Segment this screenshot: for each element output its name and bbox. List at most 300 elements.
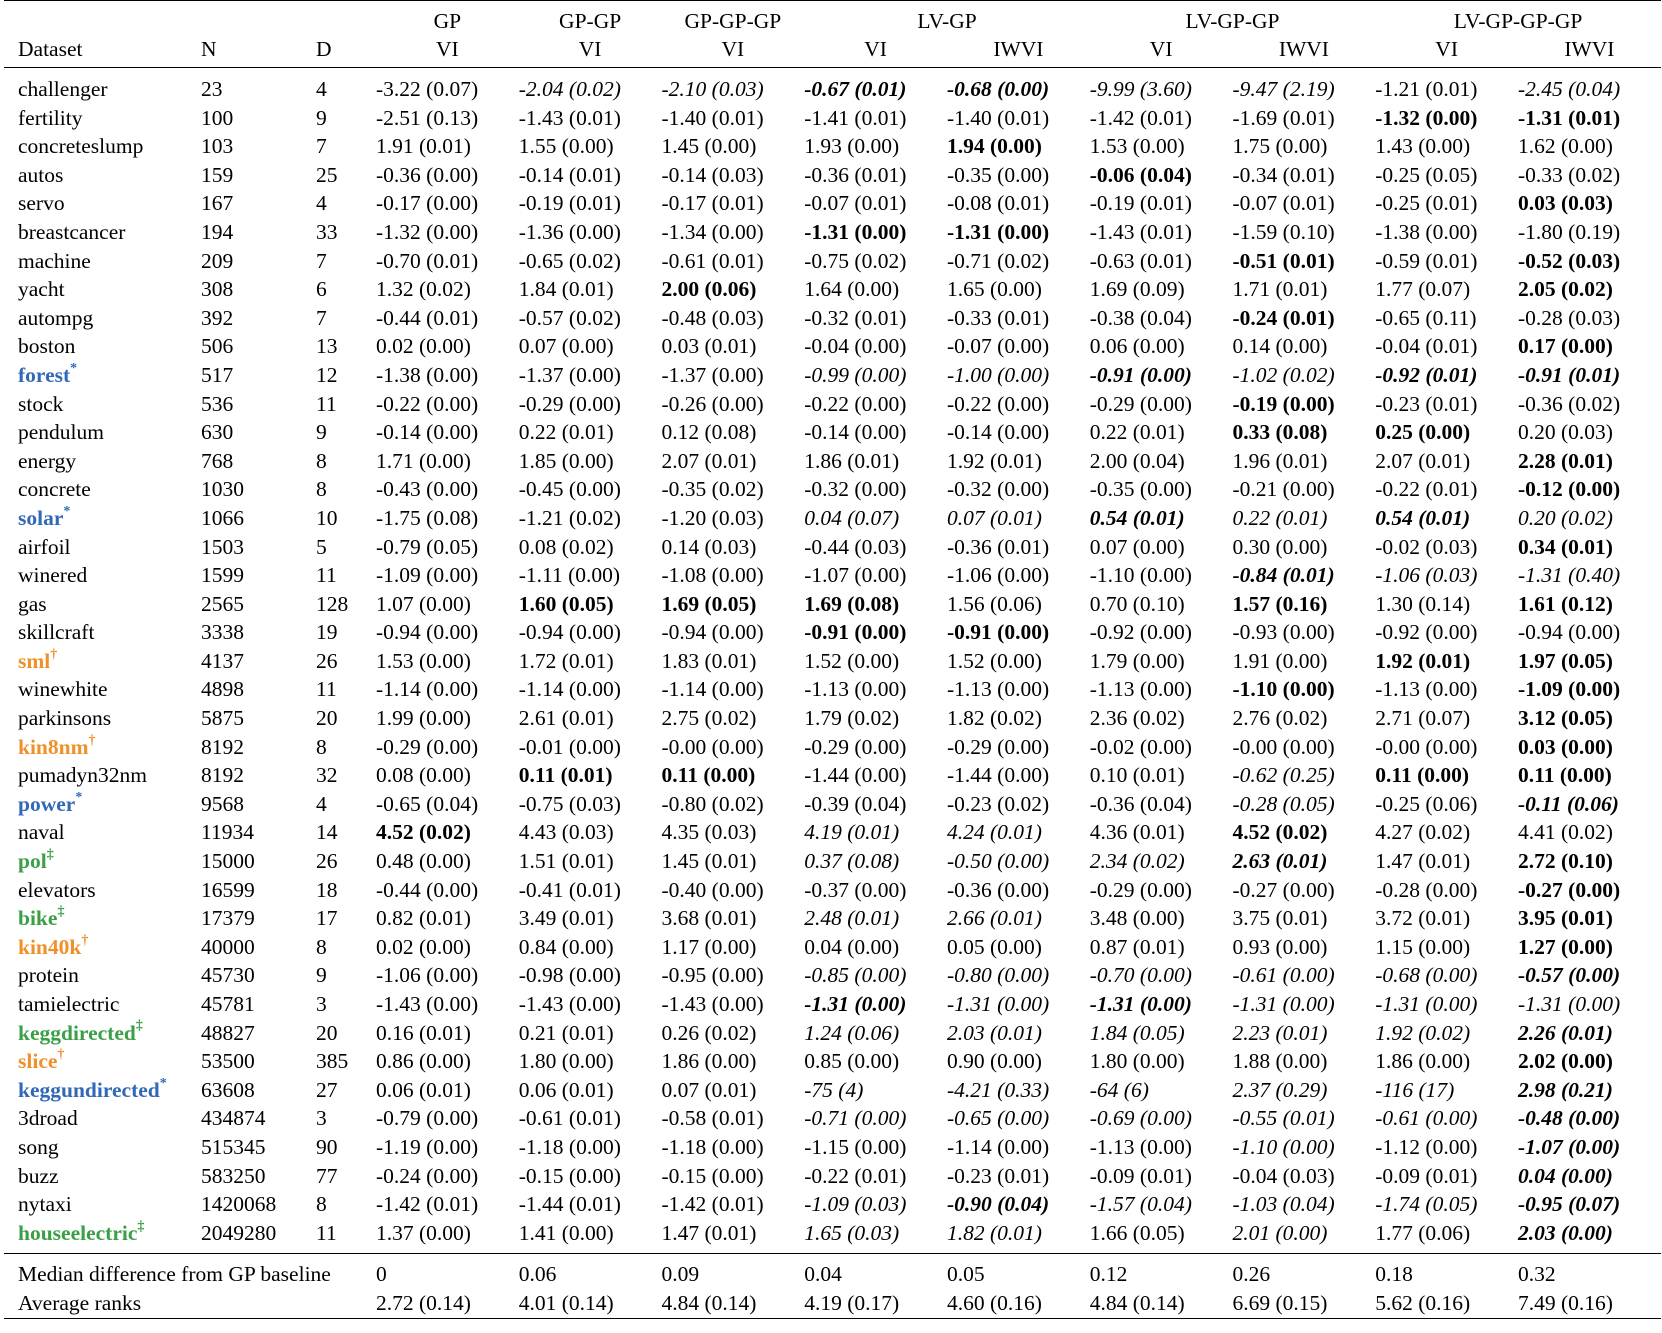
- value-cell: -0.15 (0.00): [661, 1163, 764, 1188]
- dataset-cell: [4, 761, 201, 790]
- value-cell: -1.31 (0.00): [947, 219, 1050, 244]
- value-cell: 0.07 (0.01): [661, 1077, 757, 1102]
- value-cell: -0.02 (0.00): [1089, 734, 1192, 759]
- value-cell: -0.25 (0.05): [1375, 162, 1478, 187]
- value-cell: 1.69 (0.05): [661, 591, 757, 616]
- value-cell: -0.08 (0.01): [947, 191, 1050, 216]
- value-cell: 0.10 (0.01): [1089, 763, 1185, 788]
- value-cell: 1.88 (0.00): [1232, 1049, 1328, 1074]
- value-cell: 0.16 (0.01): [376, 1020, 471, 1045]
- value-cell: -2.45 (0.04): [1518, 77, 1621, 101]
- value-cell: 4.27 (0.02): [1375, 820, 1471, 845]
- header-group-row: [4, 1, 1661, 36]
- table-row: [4, 218, 1661, 247]
- value-cell: -0.09 (0.01): [1089, 1163, 1192, 1188]
- value-cell: -1.43 (0.00): [518, 992, 621, 1016]
- value-cell: -1.41 (0.01): [804, 105, 907, 130]
- dataset-marker: ‡: [57, 904, 65, 920]
- value-cell: 0.02 (0.00): [376, 934, 471, 959]
- value-cell: -0.36 (0.04): [1089, 791, 1192, 816]
- header-group-gp-gp: GP-GP: [519, 1, 662, 36]
- value-cell: -1.03 (0.04): [1232, 1192, 1335, 1217]
- value-cell: 1.56 (0.06): [947, 591, 1042, 616]
- value-cell: 0.03 (0.03): [1518, 191, 1613, 216]
- value-cell: -0.22 (0.00): [947, 391, 1050, 416]
- value-cell: 4.36 (0.01): [1089, 820, 1185, 845]
- table-row: [4, 247, 1661, 276]
- d-cell: 11: [316, 1219, 376, 1254]
- header-group-gp-gp-gp: GP-GP-GP: [662, 1, 805, 36]
- value-cell: 2.36 (0.02): [1089, 706, 1185, 731]
- value-cell: -0.04 (0.01): [1375, 334, 1478, 359]
- value-cell: 0.20 (0.03): [1518, 420, 1613, 445]
- dataset-name: pumadyn32nm: [18, 763, 147, 788]
- value-cell: 1.86 (0.00): [1375, 1049, 1471, 1074]
- value-cell: -0.44 (0.01): [376, 305, 479, 330]
- value-cell: -0.19 (0.01): [518, 191, 621, 216]
- n-cell: 17379: [201, 906, 255, 931]
- dataset-name: slice: [18, 1049, 58, 1074]
- value-cell: 4.43 (0.03): [518, 820, 614, 845]
- value-cell: 0.22 (0.01): [1089, 420, 1185, 445]
- value-cell: -1.13 (0.00): [1089, 1134, 1192, 1159]
- value-cell: -0.92 (0.01): [1375, 362, 1478, 387]
- table-row: [4, 818, 1661, 847]
- dataset-name: yacht: [18, 277, 65, 302]
- value-cell: 4.41 (0.02): [1518, 820, 1613, 845]
- value-cell: -1.13 (0.00): [947, 677, 1050, 702]
- table-row: [4, 876, 1661, 905]
- value-cell: -0.28 (0.03): [1518, 305, 1621, 330]
- d-cell: 385: [316, 1049, 349, 1074]
- value-cell: -0.48 (0.03): [661, 305, 764, 330]
- value-cell: 3.12 (0.05): [1518, 706, 1613, 731]
- value-cell: -0.35 (0.00): [1089, 477, 1192, 502]
- value-cell: -0.28 (0.00): [1375, 877, 1478, 902]
- value-cell: -0.28 (0.05): [1232, 791, 1335, 816]
- results-table: [4, 0, 1661, 1319]
- d-cell: 5: [316, 534, 327, 559]
- d-cell: 4: [316, 791, 327, 816]
- summary-cell: 0.18: [1375, 1262, 1413, 1287]
- d-cell: 17: [316, 906, 338, 931]
- value-cell: -0.52 (0.03): [1518, 248, 1621, 273]
- dataset-cell: [4, 533, 201, 562]
- value-cell: -1.20 (0.03): [661, 505, 764, 530]
- value-cell: -0.75 (0.03): [518, 791, 621, 816]
- value-cell: -0.98 (0.00): [518, 963, 621, 988]
- value-cell: 1.71 (0.01): [1232, 277, 1328, 302]
- value-cell: -1.07 (0.00): [804, 563, 907, 588]
- column-header-lv-gp-gp-gp-vi: VI: [1375, 35, 1518, 68]
- value-cell: 1.71 (0.00): [376, 448, 471, 473]
- value-cell: 1.17 (0.00): [661, 934, 757, 959]
- header-group-blank: [4, 1, 376, 36]
- d-cell: 13: [316, 334, 338, 359]
- value-cell: -1.32 (0.00): [376, 219, 479, 244]
- value-cell: -1.44 (0.00): [804, 763, 907, 788]
- d-cell: 3: [316, 1106, 327, 1131]
- table-row: [4, 189, 1661, 218]
- value-cell: -0.71 (0.02): [947, 248, 1050, 273]
- value-cell: -0.79 (0.05): [376, 534, 479, 559]
- header-group-lv-gp-gp-gp: LV-GP-GP-GP: [1375, 1, 1661, 36]
- value-cell: -0.02 (0.03): [1375, 534, 1478, 559]
- n-cell: 45730: [201, 963, 255, 988]
- value-cell: -0.04 (0.00): [804, 334, 907, 359]
- value-cell: -0.14 (0.00): [947, 420, 1050, 445]
- value-cell: 1.65 (0.03): [804, 1219, 947, 1254]
- n-cell: 159: [201, 162, 234, 187]
- table-row: [4, 68, 1661, 104]
- dataset-cell: [4, 1133, 201, 1162]
- value-cell: 0.54 (0.01): [1375, 505, 1471, 530]
- value-cell: 4.52 (0.02): [1232, 820, 1328, 845]
- n-cell: 2565: [201, 591, 244, 616]
- value-cell: 2.72 (0.10): [1518, 849, 1613, 874]
- value-cell: -2.51 (0.13): [376, 105, 479, 130]
- table-row: [4, 561, 1661, 590]
- dataset-name: houseelectric: [18, 1220, 138, 1245]
- n-cell: 5875: [201, 706, 244, 731]
- dataset-cell: [4, 618, 201, 647]
- dataset-name: bike: [18, 906, 58, 931]
- dataset-name: skillcraft: [18, 620, 95, 645]
- value-cell: 0.08 (0.02): [518, 534, 614, 559]
- value-cell: -0.32 (0.00): [947, 477, 1050, 502]
- d-cell: 32: [316, 763, 338, 788]
- table-row: [4, 590, 1661, 619]
- value-cell: 1.86 (0.00): [661, 1049, 757, 1074]
- value-cell: -0.35 (0.00): [947, 162, 1050, 187]
- d-cell: 25: [316, 162, 338, 187]
- value-cell: 2.01 (0.00): [1233, 1219, 1376, 1254]
- n-cell: 1503: [201, 534, 244, 559]
- dataset-name: stock: [18, 391, 64, 416]
- value-cell: 0.04 (0.00): [1518, 1163, 1613, 1188]
- value-cell: -0.22 (0.00): [804, 391, 907, 416]
- value-cell: 1.15 (0.00): [1375, 934, 1471, 959]
- value-cell: -1.06 (0.00): [376, 963, 479, 988]
- value-cell: 1.82 (0.02): [947, 706, 1042, 731]
- dataset-name: winewhite: [18, 677, 108, 702]
- value-cell: 1.55 (0.00): [518, 134, 614, 159]
- value-cell: -0.91 (0.00): [947, 620, 1050, 645]
- value-cell: -0.94 (0.00): [376, 620, 479, 645]
- table-row: [4, 933, 1661, 962]
- dataset-cell: [4, 390, 201, 419]
- d-cell: 20: [316, 1020, 338, 1045]
- dataset-cell: [4, 218, 201, 247]
- d-cell: 8: [316, 477, 327, 502]
- value-cell: -0.40 (0.00): [661, 877, 764, 902]
- value-cell: -0.58 (0.01): [661, 1106, 764, 1131]
- value-cell: 0.05 (0.00): [947, 934, 1042, 959]
- value-cell: -0.71 (0.00): [804, 1106, 907, 1131]
- table-row: [4, 618, 1661, 647]
- value-cell: -1.15 (0.00): [804, 1134, 907, 1159]
- results-table-container: [4, 0, 1658, 1319]
- table-row: [4, 647, 1661, 676]
- value-cell: -0.70 (0.01): [376, 248, 479, 273]
- value-cell: 1.66 (0.05): [1090, 1219, 1233, 1254]
- value-cell: -1.11 (0.00): [518, 563, 621, 588]
- d-cell: 8: [316, 1192, 327, 1217]
- d-cell: 9: [316, 963, 327, 988]
- table-row: [4, 1219, 1661, 1254]
- value-cell: -0.07 (0.01): [804, 191, 907, 216]
- value-cell: 0.37 (0.08): [804, 849, 900, 874]
- value-cell: 2.48 (0.01): [804, 906, 900, 931]
- summary-cell: 2.72 (0.14): [376, 1289, 519, 1318]
- value-cell: -0.91 (0.01): [1518, 362, 1621, 387]
- dataset-name: boston: [18, 334, 76, 359]
- value-cell: 1.51 (0.01): [518, 849, 614, 874]
- summary-label: Median difference from GP baseline: [18, 1262, 331, 1287]
- value-cell: 0.04 (0.00): [804, 934, 900, 959]
- value-cell: 2.61 (0.01): [518, 706, 614, 731]
- value-cell: -4.21 (0.33): [947, 1077, 1050, 1102]
- value-cell: 2.37 (0.29): [1232, 1077, 1328, 1102]
- value-cell: -1.02 (0.02): [1232, 362, 1335, 387]
- value-cell: -3.22 (0.07): [376, 77, 479, 101]
- value-cell: -0.84 (0.01): [1232, 563, 1335, 588]
- value-cell: -0.06 (0.04): [1089, 162, 1192, 187]
- value-cell: 0.11 (0.01): [518, 763, 613, 788]
- dataset-cell: [4, 418, 201, 447]
- dataset-cell: [4, 1190, 201, 1219]
- value-cell: 1.69 (0.09): [1089, 277, 1185, 302]
- value-cell: 1.47 (0.01): [662, 1219, 805, 1254]
- value-cell: -0.27 (0.00): [1518, 877, 1621, 902]
- dataset-name: nytaxi: [18, 1192, 72, 1217]
- results-body: [4, 68, 1661, 1254]
- value-cell: -1.38 (0.00): [1375, 219, 1478, 244]
- value-cell: 1.32 (0.02): [376, 277, 471, 302]
- value-cell: 2.66 (0.01): [947, 906, 1042, 931]
- value-cell: -9.47 (2.19): [1232, 77, 1335, 101]
- value-cell: -1.31 (0.00): [804, 219, 907, 244]
- column-header-d: D: [316, 35, 376, 68]
- value-cell: 1.93 (0.00): [804, 134, 900, 159]
- summary-cell: 0.06: [518, 1262, 557, 1287]
- value-cell: -2.04 (0.02): [518, 77, 621, 101]
- dataset-cell: [4, 189, 201, 218]
- table-row: [4, 1104, 1661, 1133]
- value-cell: -0.79 (0.00): [376, 1106, 479, 1131]
- value-cell: 0.20 (0.02): [1518, 505, 1613, 530]
- n-cell: 630: [201, 420, 234, 445]
- value-cell: -0.57 (0.00): [1518, 963, 1621, 988]
- value-cell: 2.71 (0.07): [1375, 706, 1471, 731]
- value-cell: 0.03 (0.01): [661, 334, 757, 359]
- value-cell: 2.03 (0.00): [1518, 1219, 1661, 1254]
- value-cell: -1.00 (0.00): [947, 362, 1050, 387]
- value-cell: 2.76 (0.02): [1232, 706, 1328, 731]
- value-cell: -1.34 (0.00): [661, 219, 764, 244]
- header-group-lv-gp: LV-GP: [804, 1, 1090, 36]
- value-cell: -0.22 (0.00): [376, 391, 479, 416]
- summary-cell: 4.84 (0.14): [662, 1289, 805, 1318]
- n-cell: 768: [201, 448, 234, 473]
- dataset-marker: *: [159, 1075, 167, 1091]
- value-cell: -0.61 (0.01): [661, 248, 764, 273]
- table-row: [4, 161, 1661, 190]
- d-cell: 11: [316, 391, 337, 416]
- table-row: [4, 447, 1661, 476]
- value-cell: -0.23 (0.01): [1375, 391, 1478, 416]
- value-cell: 3.95 (0.01): [1518, 906, 1613, 931]
- dataset-cell: [4, 790, 201, 819]
- value-cell: -0.00 (0.00): [661, 734, 764, 759]
- value-cell: -0.33 (0.01): [947, 305, 1050, 330]
- dataset-marker: †: [50, 646, 58, 662]
- d-cell: 11: [316, 677, 337, 702]
- value-cell: -0.21 (0.00): [1232, 477, 1335, 502]
- table-row: [4, 390, 1661, 419]
- value-cell: -0.34 (0.01): [1232, 162, 1335, 187]
- d-cell: 6: [316, 277, 327, 302]
- column-header-n: N: [201, 35, 316, 68]
- value-cell: -0.29 (0.00): [1089, 391, 1192, 416]
- value-cell: -0.36 (0.01): [947, 534, 1050, 559]
- value-cell: 0.90 (0.00): [947, 1049, 1042, 1074]
- value-cell: -1.38 (0.00): [376, 362, 479, 387]
- value-cell: 0.30 (0.00): [1232, 534, 1328, 559]
- dataset-cell: [4, 733, 201, 762]
- dataset-cell: [4, 847, 201, 876]
- value-cell: 3.68 (0.01): [661, 906, 757, 931]
- dataset-cell: [4, 647, 201, 676]
- value-cell: 4.19 (0.01): [804, 820, 900, 845]
- table-row: [4, 675, 1661, 704]
- value-cell: -0.94 (0.00): [661, 620, 764, 645]
- value-cell: -1.74 (0.05): [1375, 1192, 1478, 1217]
- value-cell: 2.07 (0.01): [1375, 448, 1471, 473]
- dataset-name: song: [18, 1134, 59, 1159]
- value-cell: -0.91 (0.00): [1089, 362, 1192, 387]
- d-cell: 18: [316, 877, 338, 902]
- value-cell: -0.00 (0.00): [1375, 734, 1478, 759]
- n-cell: 506: [201, 334, 234, 359]
- value-cell: 0.11 (0.00): [1518, 763, 1612, 788]
- dataset-marker: ‡: [137, 1218, 145, 1234]
- n-cell: 4898: [201, 677, 244, 702]
- dataset-name: challenger: [18, 77, 108, 101]
- dataset-name: fertility: [18, 105, 83, 130]
- value-cell: 0.03 (0.00): [1518, 734, 1613, 759]
- d-cell: 77: [316, 1163, 338, 1188]
- value-cell: 0.04 (0.07): [804, 505, 900, 530]
- value-cell: 4.35 (0.03): [661, 820, 757, 845]
- value-cell: -0.93 (0.00): [1232, 620, 1335, 645]
- value-cell: 0.06 (0.01): [376, 1077, 471, 1102]
- value-cell: -1.09 (0.00): [1518, 677, 1621, 702]
- value-cell: -1.18 (0.00): [661, 1134, 764, 1159]
- value-cell: -1.42 (0.01): [661, 1192, 764, 1217]
- value-cell: 2.28 (0.01): [1518, 448, 1613, 473]
- dataset-cell: [4, 704, 201, 733]
- value-cell: -1.08 (0.00): [661, 563, 764, 588]
- dataset-name: autompg: [18, 305, 94, 330]
- value-cell: 2.05 (0.02): [1518, 277, 1613, 302]
- value-cell: 1.79 (0.02): [804, 706, 900, 731]
- summary-cell: 0: [376, 1262, 387, 1287]
- value-cell: -1.36 (0.00): [518, 219, 621, 244]
- value-cell: 1.91 (0.00): [1232, 648, 1328, 673]
- table-row: [4, 275, 1661, 304]
- value-cell: -0.32 (0.00): [804, 477, 907, 502]
- value-cell: -0.69 (0.00): [1089, 1106, 1192, 1131]
- dataset-cell: [4, 275, 201, 304]
- value-cell: 0.06 (0.01): [518, 1077, 614, 1102]
- value-cell: -0.62 (0.25): [1232, 763, 1335, 788]
- value-cell: -1.80 (0.19): [1518, 219, 1621, 244]
- dataset-cell: [4, 68, 201, 104]
- value-cell: -1.19 (0.00): [376, 1134, 479, 1159]
- column-header-lv-gp-gp-iwvi: IWVI: [1233, 35, 1376, 68]
- dataset-name: tamielectric: [18, 992, 120, 1016]
- d-cell: 4: [316, 77, 327, 101]
- dataset-cell: [4, 132, 201, 161]
- value-cell: 1.60 (0.05): [518, 591, 614, 616]
- dataset-name: concrete: [18, 477, 91, 502]
- summary-cell: 4.01 (0.14): [519, 1289, 662, 1318]
- dataset-cell: [4, 675, 201, 704]
- value-cell: -0.36 (0.00): [947, 877, 1050, 902]
- value-cell: -0.95 (0.00): [661, 963, 764, 988]
- summary-row-median: [4, 1254, 1661, 1289]
- column-header-lv-gp-iwvi: IWVI: [947, 35, 1090, 68]
- value-cell: 3.48 (0.00): [1089, 906, 1185, 931]
- value-cell: -1.69 (0.01): [1232, 105, 1335, 130]
- value-cell: -0.75 (0.02): [804, 248, 907, 273]
- dataset-marker: †: [88, 732, 96, 748]
- value-cell: -0.25 (0.01): [1375, 191, 1478, 216]
- value-cell: -0.12 (0.00): [1518, 477, 1621, 502]
- value-cell: 1.07 (0.00): [376, 591, 471, 616]
- value-cell: -0.29 (0.00): [804, 734, 907, 759]
- n-cell: 23: [201, 77, 223, 101]
- d-cell: 26: [316, 849, 338, 874]
- table-row: [4, 1076, 1661, 1105]
- value-cell: 0.26 (0.02): [661, 1020, 757, 1045]
- table-row: [4, 1190, 1661, 1219]
- dataset-cell: [4, 161, 201, 190]
- value-cell: -0.09 (0.01): [1375, 1163, 1478, 1188]
- dataset-cell: [4, 904, 201, 933]
- value-cell: -1.40 (0.01): [947, 105, 1050, 130]
- dataset-cell: [4, 1019, 201, 1048]
- value-cell: -0.24 (0.00): [376, 1163, 479, 1188]
- value-cell: 0.07 (0.00): [518, 334, 614, 359]
- value-cell: 2.23 (0.01): [1232, 1020, 1328, 1045]
- value-cell: -0.36 (0.01): [804, 162, 907, 187]
- column-header-dataset: Dataset: [4, 35, 201, 68]
- dataset-name: concreteslump: [18, 134, 144, 159]
- value-cell: -0.80 (0.00): [947, 963, 1050, 988]
- table-row: [4, 1162, 1661, 1191]
- value-cell: -1.32 (0.00): [1375, 105, 1478, 130]
- summary-cell: 4.19 (0.17): [804, 1289, 947, 1318]
- n-cell: 392: [201, 305, 234, 330]
- value-cell: -1.10 (0.00): [1089, 563, 1192, 588]
- value-cell: -1.44 (0.01): [518, 1192, 621, 1217]
- value-cell: -1.43 (0.00): [376, 992, 479, 1016]
- value-cell: -0.67 (0.01): [804, 77, 907, 101]
- table-row: [4, 961, 1661, 990]
- value-cell: 0.54 (0.01): [1089, 505, 1185, 530]
